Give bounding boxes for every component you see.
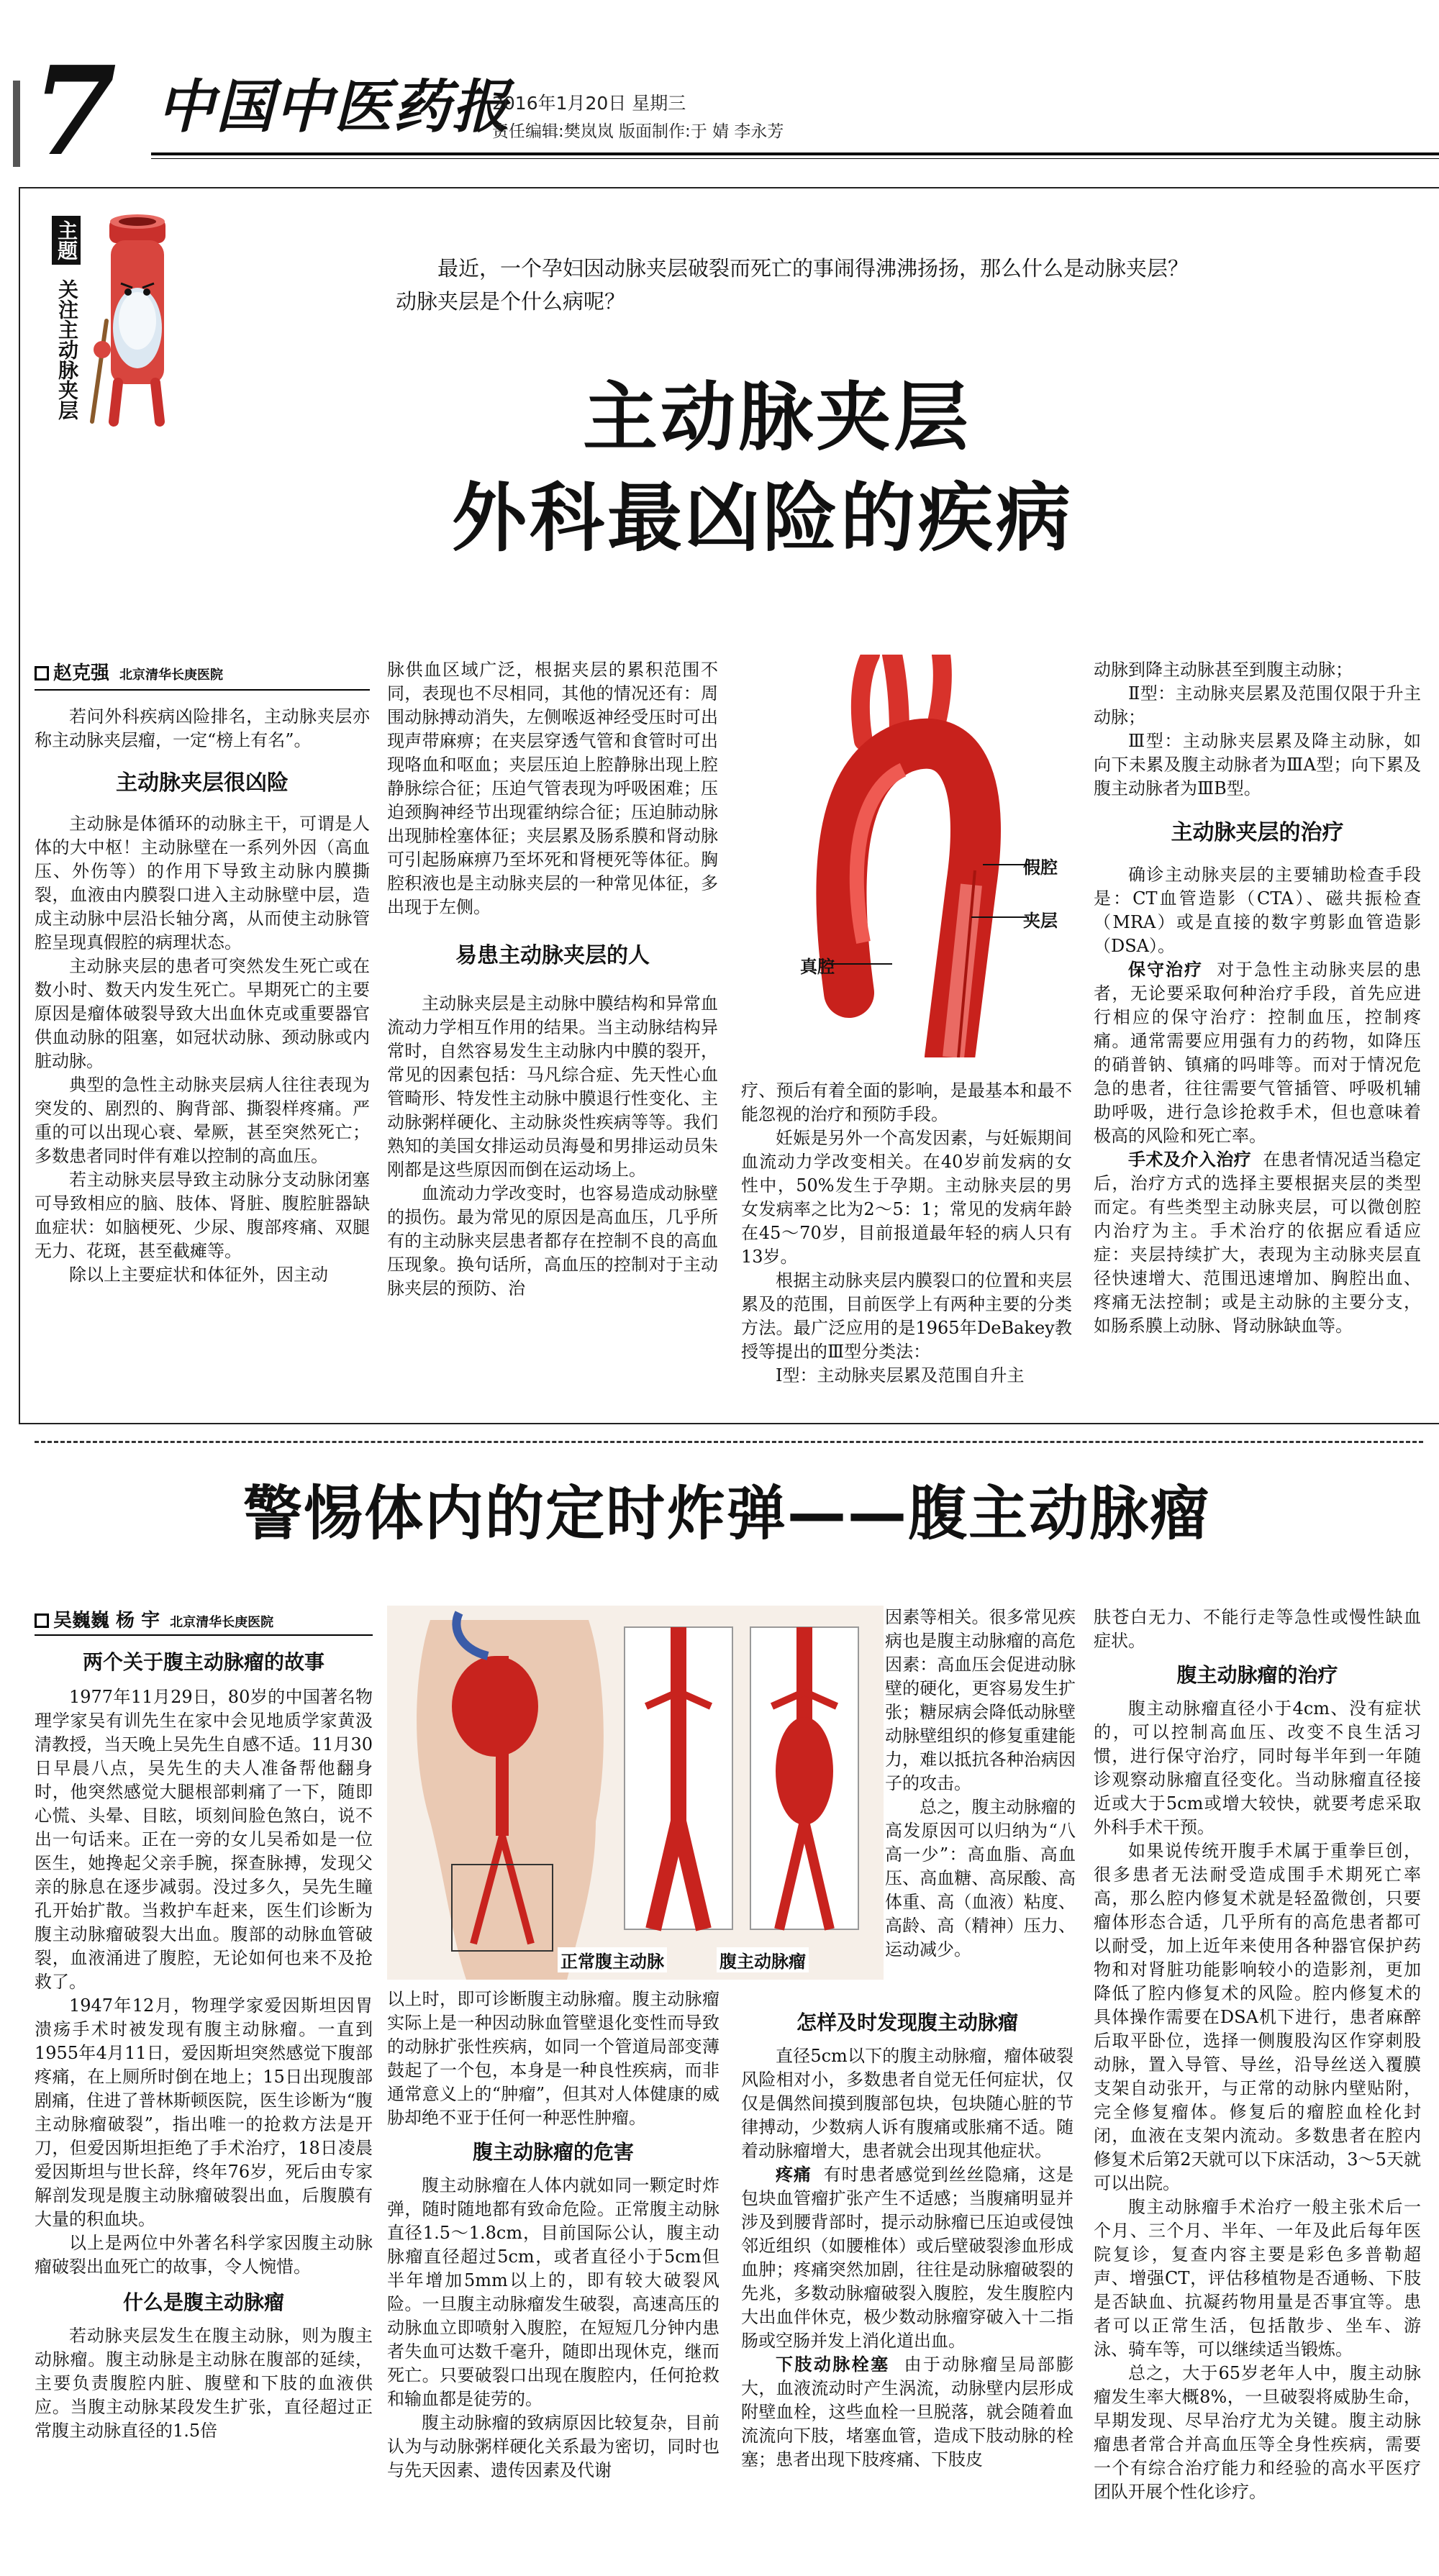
body-paragraph: 确诊主动脉夹层的主要辅助检查手段是：CT血管造影（CTA）、磁共振检查（MRA）或是直接的数字剪影血管造影（DSA）。 — [1094, 865, 1421, 956]
body-paragraph — [741, 2353, 1073, 2472]
body-paragraph: 直径5cm以下的腹主动脉瘤，瘤体破裂风险相对小，多数患者自觉无任何症状，仅仅是偶然间摸到腹部包块，包块随心脏的节律搏动，少数病人诉有腹痛或胀痛不适。随着动脉瘤增大，患者就会出现其他症状。 — [741, 2046, 1073, 2161]
aaa-figure — [387, 1606, 884, 1980]
body-paragraph: 除以上主要症状和体征外，因主动 — [69, 1265, 328, 1285]
byline-square-icon — [35, 1614, 49, 1628]
issue-date: 2016年1月20日 星期三 — [492, 93, 686, 114]
body-paragraph: 根据主动脉夹层内膜裂口的位置和夹层累及的范围，目前医学上有两种主要的分类方法。最广泛应用的是1965年DeBakey教授等提出的Ⅲ型分类法： — [741, 1270, 1072, 1362]
section-heading-risk: 易患主动脉夹层的人 — [455, 943, 650, 968]
feature-column-4 — [1094, 658, 1421, 1338]
inline-text: 有时患者感觉到丝丝隐痛，这是包块血管瘤扩张产生不适感；当腹痛明显并涉及到腰背部时，提示动脉瘤已压迫或侵蚀邻近组织（如腰椎体）或后壁破裂渗血形成血肿；疼痛突然加剧，往往是动脉瘤破裂的先兆，多数动脉瘤破裂入腹腔，发生腹腔内大出血伴休克，极少数动脉瘤穿破入十二指肠或空肠并发上消化道出血。 — [741, 2165, 1074, 2351]
inline-text: 由于动脉瘤呈局部膨大，血液流动时产生涡流，动脉壁内层形成附壁血栓，这些血栓一旦脱落，就会随着血流流向下肢，堵塞血管，造成下肢动脉的栓塞；患者出现下肢疼痛、下肢皮 — [741, 2354, 1074, 2470]
figure-label-false-lumen: 假腔 — [1023, 857, 1058, 878]
inline-text: 在患者情况适当稳定后，治疗方式的选择主要根据夹层的类型而定。有些类型主动脉夹层，可以微创腔内治疗为主。手术治疗的依据应看适应症：夹层持续扩大，表现为主动脉夹层直径快速增大、范围迅速增加、胸腔出血、疼痛无法控制；或是主动脉的主要分支，如肠系膜上动脉、肾动脉缺血等。 — [1094, 1150, 1421, 1336]
figure-label-aneurysm: 腹主动脉瘤 — [717, 1947, 809, 1972]
body-paragraph: 脉供血区域广泛，根据夹层的累积范围不同，表现也不尽相同，其他的情况还有：周围动脉搏动消失，左侧喉返神经受压时可出现声带麻痹；在夹层穿透气管和食管时可出现咯血和呕血；夹层压迫上腔静脉出现上腔静脉综合征；压迫气管表现为呼吸困难；压迫颈胸神经节出现霍纳综合征；压迫肺动脉出现肺栓塞体征；夹层累及肠系膜和肾动脉可引起肠麻痹乃至坏死和肾梗死等体征。胸腔积液也是主动脉夹层的一种常见体征，多出现于左侧。 — [387, 660, 718, 917]
body-paragraph: Ⅰ型：主动脉夹层累及范围自升主 — [776, 1365, 1025, 1385]
section-heading-danger: 主动脉夹层很凶险 — [116, 770, 289, 796]
body-paragraph: 如果说传统开腹手术属于重拳巨创，很多患者无法耐受造成围手术期死亡率高，那么腔内修复术就是轻盈微创，只要瘤体形态合适，几乎所有的高危患者都可以耐受，加上近年来使用各种器官保护药物和对肾脏功能影响较小的造影剂，更加降低了腔内修复术的风险。腔内修复术的具体操作需要在DSA机下进行，患者麻醉后取平卧位，选择一侧腹股沟区作穿刺股动脉，置入导管、导丝，沿导丝送入覆膜支架自动张开，与正常的动脉内壁贴附，完全修复瘤体。修复后的瘤腔血栓化封闭，血液在支架内流动。多数患者在腔内修复术后第2天就可以下床活动，3～5天就可以出院。 — [1094, 1841, 1421, 2193]
section-heading-what: 什么是腹主动脉瘤 — [122, 2290, 284, 2314]
inline-text: 对于急性主动脉夹层的患者，无论要采取何种治疗手段，首先应进行相应的保守治疗：控制血压，控制疼痛。通常需要应用强有力的药物，如降压的硝普钠、镇痛的吗啡等。而对于情况危急的患者，往往需要气管插管、呼吸机辅助呼吸，进行急诊抢救手术，但也意味着极高的风险和死亡率。 — [1094, 960, 1422, 1146]
author-org: 北京清华长庚医院 — [119, 668, 224, 683]
topic-tag-label: 主题 — [52, 216, 81, 265]
inline-label: 手术及介入治疗 — [1128, 1150, 1252, 1170]
masthead-rule-thin — [151, 158, 1439, 159]
editors-credit: 责任编辑:樊岚岚 版面制作:于 婧 李永芳 — [492, 122, 784, 141]
body-paragraph: 以上是两位中外著名科学家因腹主动脉瘤破裂出血死亡的故事，令人惋惜。 — [35, 2233, 373, 2277]
byline-square-icon — [35, 666, 49, 681]
body-paragraph: 若动脉夹层发生在腹主动脉，则为腹主动脉瘤。腹主动脉是主动脉在腹部的延续，主要负责腹腔内脏、腹壁和下肢的血液供应。当腹主动脉某段发生扩张，直径超过正常腹主动脉直径的1.5倍 — [35, 2326, 373, 2441]
body-paragraph: 血流动力学改变时，也容易造成动脉壁的损伤。最为常见的原因是高血压，几乎所有的主动脉夹层患者都存在控制不良的高血压现象。换句话所，高血压的控制对于主动脉夹层的预防、治 — [387, 1183, 718, 1298]
aaa-title: 警惕体内的定时炸弹——腹主动脉瘤 — [242, 1480, 1210, 1548]
artery-mascot-illustration — [89, 213, 183, 429]
section-heading-story: 两个关于腹主动脉瘤的故事 — [82, 1650, 324, 1674]
body-paragraph: 若主动脉夹层导致主动脉分支动脉闭塞可导致相应的脑、肢体、肾脏、腹腔脏器缺血症状：如脑梗死、少尿、腹部疼痛、双腿无力、花斑，甚至截瘫等。 — [35, 1170, 370, 1261]
body-paragraph: 以上时，即可诊断腹主动脉瘤。腹主动脉瘤实际上是一种因动脉血管壁退化变性而导致的动脉扩张性疾病，如同一个管道局部变薄鼓起了一个包，本身是一种良性疾病，而非通常意义上的“肿瘤”，但其对人体健康的威胁却绝不亚于任何一种恶性肿瘤。 — [387, 1989, 720, 2128]
section-divider — [35, 1441, 1423, 1443]
body-paragraph: 总之，大于65岁老年人中，腹主动脉瘤发生率大概8%，一旦破裂将威胁生命，早期发现、尽早治疗尤为关键。腹主动脉瘤患者常合并高血压等全身性疾病，需要一个有综合治疗能力和经验的高水平医疗团队开展个性化诊疗。 — [1094, 2363, 1421, 2502]
body-paragraph: 腹主动脉瘤的致病原因比较复杂，目前认为与动脉粥样硬化关系最为密切，同时也与先天因素、遗传因素及代谢 — [387, 2413, 720, 2480]
body-paragraph: 1947年12月，物理学家爱因斯坦因胃溃疡手术时被发现有腹主动脉瘤。一直到1955年4月11日，爱因斯坦突然感觉下腹部疼痛，在上厕所时倒在地上；15日出现腹部剧痛，住进了普林斯顿医院，医生诊断为“腹主动脉瘤破裂”，指出唯一的抢救方法是开刀，但爱因斯坦拒绝了手术治疗，18日凌晨爱因斯坦与世长辞，终年76岁，死后由专家解剖发现是腹主动脉瘤破裂出血，后腹膜有大量的积血块。 — [35, 1995, 373, 2229]
feature-title-line2: 外科最凶险的疾病 — [451, 474, 1073, 562]
masthead-rule — [151, 153, 1439, 155]
section-heading-harm: 腹主动脉瘤的危害 — [472, 2140, 634, 2164]
body-paragraph: 腹主动脉瘤在人体内就如同一颗定时炸弹，随时随地都有致命危险。正常腹主动脉直径1.5～1.8cm，目前国际公认，腹主动脉瘤直径超过5cm，或者直径小于5cm但半年增加5mm以上的，即有较大破裂风险。一旦腹主动脉瘤发生破裂，高速高压的动脉血立即喷射入腹腔，在短短几分钟内患者失血可达数千毫升，随即出现休克，继而死亡。只要破裂口出现在腹腔内，任何抢救和输血都是徒劳的。 — [387, 2175, 720, 2409]
section-heading-find: 怎样及时发现腹主动脉瘤 — [796, 2011, 1018, 2034]
paper-name: 中国中医药报 — [157, 73, 511, 140]
byline — [35, 658, 373, 685]
body-paragraph: 肤苍白无力、不能行走等急性或慢性缺血症状。 — [1094, 1607, 1421, 1651]
body-paragraph: 总之，腹主动脉瘤的高发原因可以归纳为“八高一少”：高血脂、高血压、高血糖、高尿酸、高体重、高（血液）粘度、高龄、高（精神）压力、运动减少。 — [885, 1797, 1076, 1960]
feature-column-2 — [387, 658, 718, 1301]
lead-paragraph: 最近，一个孕妇因动脉夹层破裂而死亡的事闹得沸沸扬扬，那么什么是动脉夹层？动脉夹层是个什么病呢？ — [396, 256, 1189, 314]
body-paragraph: 主动脉夹层是主动脉中膜结构和异常血流动力学相互作用的结果。当主动脉结构异常时，自然容易发生主动脉内中膜的裂开，常见的因素包括：马凡综合症、先天性心血管畸形、特发性主动脉中膜退行性变化、主动脉粥样硬化、主动脉炎性疾病等等。我们熟知的美国女排运动员海曼和男排运动员朱刚都是这些原因而倒在运动场上。 — [387, 993, 718, 1180]
inline-label: 疼痛 — [776, 2165, 812, 2185]
body-paragraph: 1977年11月29日，80岁的中国著名物理学家吴有训先生在家中会见地质学家黄汲清教授，当天晚上吴先生自感不适。11月30日早晨八点，吴先生的夫人准备帮他翻身时，他突然感觉大腿根部剌痛了一下，随即心慌、头晕、目眩，顷刻间脸色煞白，说不出一句话来。正在一旁的女儿吴希如是一位医生，她搀起父亲手腕，探查脉搏，发现父亲的脉息在逐步减弱。没过多久，吴先生瞳孔开始扩散。当救护车赶来，医生们诊断为腹主动脉瘤破裂大出血。腹部的动脉血管破裂，血液涌进了腹腔，无论如何也来不及抢救了。 — [35, 1687, 373, 1992]
body-paragraph — [741, 2163, 1073, 2353]
page-number: 7 — [32, 40, 117, 183]
byline-rule — [35, 689, 370, 691]
figure-label-normal: 正常腹主动脉 — [558, 1947, 667, 1972]
body-paragraph: 因素等相关。很多常见疾病也是腹主动脉瘤的高危因素：高血压会促进动脉壁的硬化，更容易发生扩张；糖尿病会降低动脉壁动脉壁组织的修复重建能力，难以抵抗各种治病因子的攻击。 — [885, 1607, 1076, 1793]
figure-label-true-lumen: 真腔 — [800, 957, 835, 977]
body-paragraph: 动脉到降主动脉甚至到腹主动脉； — [1094, 660, 1353, 680]
author-name: 赵克强 — [53, 663, 110, 684]
body-paragraph: Ⅲ型：主动脉夹层累及降主动脉，如向下未累及腹主动脉者为ⅢA型；向下累及腹主动脉者为ⅢB型。 — [1094, 731, 1421, 798]
section-heading-treatment: 主动脉夹层的治疗 — [1171, 820, 1344, 845]
inline-label: 下肢动脉栓塞 — [776, 2354, 890, 2375]
byline-rule — [35, 1634, 373, 1636]
aaa-column-2 — [387, 1988, 720, 2482]
body-paragraph: 典型的急性主动脉夹层病人往往表现为突发的、剧烈的、胸背部、撕裂样疼痛。严重的可以出现心衰、晕厥，甚至突然死亡；多数患者同时伴有难以控制的高血压。 — [35, 1075, 370, 1166]
body-paragraph: 腹主动脉瘤直径小于4cm、没有症状的，可以控制高血压、改变不良生活习惯，进行保守治疗，同时每半年到一年随诊观察动脉瘤直径变化。当动脉瘤直径接近或大于5cm或增大较快，就要考虑采取外科手术干预。 — [1094, 1698, 1421, 1837]
aaa-column-1 — [35, 1642, 373, 2443]
aorta-dissection-figure — [755, 655, 1058, 1057]
body-paragraph: 疗、预后有着全面的影响，是最基本和最不能忽视的治疗和预防手段。 — [741, 1080, 1072, 1124]
author-names: 吴巍巍 杨 宇 — [53, 1610, 160, 1631]
intro-paragraph: 若问外科疾病凶险排名，主动脉夹层亦称主动脉夹层瘤，一定“榜上有名”。 — [35, 706, 370, 750]
figure-label-dissection: 夹层 — [1023, 911, 1058, 931]
author-org: 北京清华长庚医院 — [170, 1615, 274, 1630]
masthead — [0, 0, 1439, 183]
section-heading-aaa-treatment: 腹主动脉瘤的治疗 — [1176, 1663, 1338, 1687]
byline — [35, 1606, 373, 1632]
masthead-accent-bar — [13, 81, 20, 167]
body-paragraph — [1094, 1148, 1421, 1338]
body-paragraph — [1094, 958, 1421, 1148]
aaa-column-4 — [1094, 1606, 1421, 2504]
body-paragraph: 妊娠是另外一个高发因素，与妊娠期间血流动力学改变相关。在40岁前发病的女性中，50%发生于孕期。主动脉夹层的男女发病率之比为2～5：1；常见的发病年龄在45～70岁，目前报道最年轻的病人只有13岁。 — [741, 1128, 1072, 1267]
aaa-column-3 — [885, 1606, 1076, 1962]
inline-label: 保守治疗 — [1128, 960, 1203, 980]
feature-column-3 — [741, 1079, 1072, 1388]
body-paragraph: Ⅱ型：主动脉夹层累及范围仅限于升主动脉； — [1094, 683, 1421, 727]
feature-title-line1: 主动脉夹层 — [582, 373, 971, 461]
body-paragraph: 主动脉是体循环的动脉主干，可谓是人体的大中枢！主动脉壁在一系列外因（高血压、外伤等）的作用下导致主动脉内膜撕裂，血液由内膜裂口进入主动脉壁中层，造成主动脉中层沿长轴分离，从而使主动脉管腔呈现真假腔的病理状态。 — [35, 814, 370, 952]
feature-column-1 — [35, 705, 370, 1287]
topic-tag-text: 关注主动脉夹层 — [55, 279, 79, 420]
aaa-column-3-lower — [741, 2011, 1073, 2472]
body-paragraph: 腹主动脉瘤手术治疗一般主张术后一个月、三个月、半年、一年及此后每年医院复诊，复查内容主要是彩色多普勒超声、增强CT，评估移植物是否通畅、下肢是否缺血、抗凝药物用量是否事宜等。患者可以正常生活，包括散步、坐车、游泳、骑车等，可以继续适当锻炼。 — [1094, 2197, 1421, 2359]
body-paragraph: 主动脉夹层的患者可突然发生死亡或在数小时、数天内发生死亡。早期死亡的主要原因是瘤体破裂导致大出血休克或重要器官供血动脉的阻塞，如冠状动脉、颈动脉或内脏动脉。 — [35, 956, 370, 1071]
